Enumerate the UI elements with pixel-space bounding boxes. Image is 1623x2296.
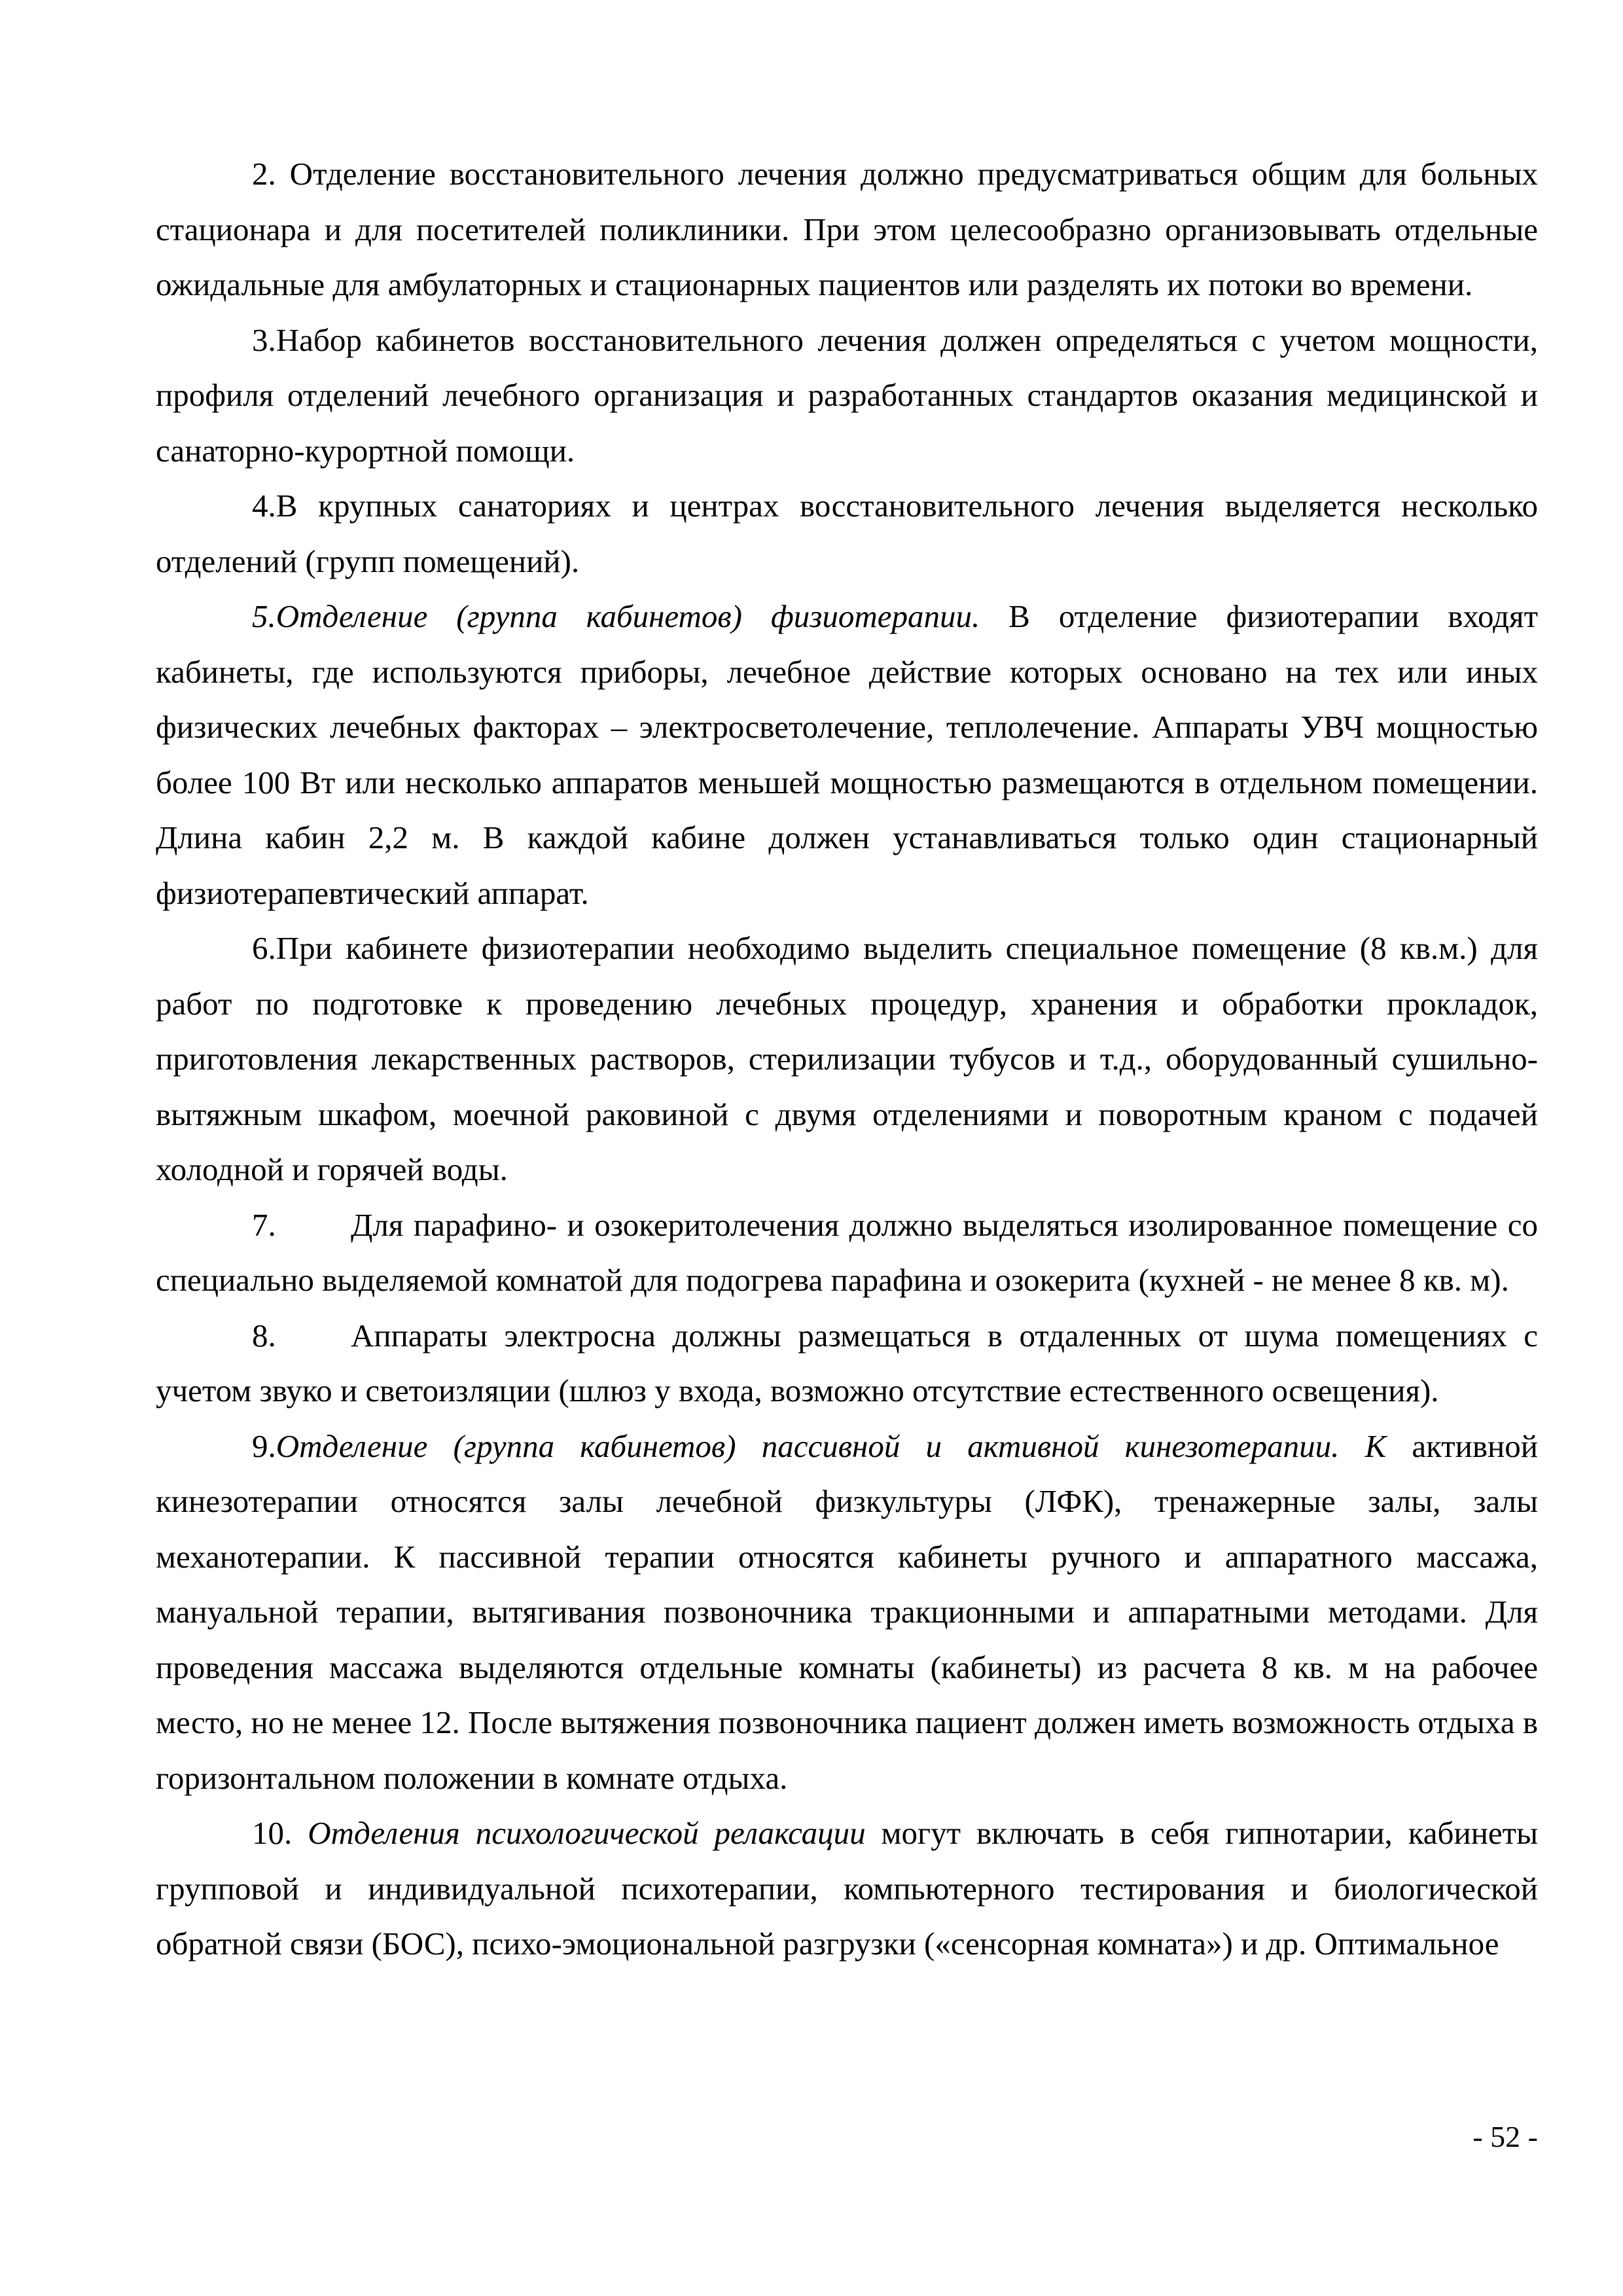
paragraph-8-text: Аппараты электросна должны размещаться в отдаленных от шума помещениях с учетом звуко и светоизляции (шлюз у входа, возможно отсутствие естественного освещения). — [156, 1317, 1538, 1408]
paragraph-9-heading: Отделение (группа кабинетов) пассивной и активной кинезотерапии. К — [276, 1427, 1387, 1464]
paragraph-6 — [156, 921, 1538, 1198]
paragraph-7 — [156, 1198, 1538, 1308]
paragraph-7-text: Для парафино- и озокеритолечения должно выделяться изолированное помещение со специально выделяемой комнатой для подогрева парафина и озокерита (кухней - не менее 8 кв. м). — [156, 1206, 1538, 1298]
paragraph-5 — [156, 589, 1538, 921]
paragraph-6-text: 6.При кабинете физиотерапии необходимо выделить специальное помещение (8 кв.м.) для работ по подготовке к проведению лечебных процедур, хранения и обработки прокладок, приготовления лекарственных растворов, стерилизации тубусов и т.д., оборудованный сушильно-вытяжным шкафом, моечной раковиной с двумя отделениями и поворотным краном с подачей холодной и горячей воды. — [156, 930, 1538, 1187]
paragraph-8 — [156, 1308, 1538, 1419]
paragraph-5-text: В отделение физиотерапии входят кабинеты, где используются приборы, лечебное действие которых основано на тех или иных физических лечебных факторах – электросветолечение, теплолечение. Аппараты УВЧ мощностью более 100 Вт или несколько аппаратов меньшей мощностью размещаются в отдельном помещении. Длина кабин 2,2 м. В каждой кабине должен устанавливаться только один стационарный физиотерапевтический аппарат. — [156, 598, 1538, 911]
paragraph-4-text: 4.В крупных санаториях и центрах восстановительного лечения выделяется несколько отделений (групп помещений). — [156, 488, 1538, 579]
paragraph-10 — [156, 1806, 1538, 1972]
paragraph-5-heading: 5.Отделение (группа кабинетов) физиотерапии. — [252, 598, 980, 634]
paragraph-10-heading: Отделения психологической релаксации — [308, 1815, 866, 1851]
paragraph-3 — [156, 313, 1538, 479]
paragraph-2 — [156, 147, 1538, 313]
paragraph-10-number: 10. — [252, 1815, 308, 1851]
paragraph-10-text: могут включать в себя гипнотарии, кабинеты групповой и индивидуальной психотерапии, компьютерного тестирования и биологической обратной связи (БОС), психо-эмоциональной разгрузки («сенсорная комната») и др. Оптимальное — [156, 1815, 1539, 1962]
paragraph-9 — [156, 1419, 1538, 1806]
page-body — [156, 147, 1538, 1972]
paragraph-9-number: 9. — [252, 1427, 276, 1464]
paragraph-3-text: 3.Набор кабинетов восстановительного лечения должен определяться с учетом мощности, профиля отделений лечебного организация и разработанных стандартов оказания медицинской и санаторно-курортной помощи. — [156, 321, 1538, 469]
paragraph-7-number: 7. — [252, 1206, 276, 1243]
paragraph-2-text: 2. Отделение восстановительного лечения должно предусматриваться общим для больных стационара и для посетителей поликлиники. При этом целесообразно организовывать отдельные ожидальные для амбулаторных и стационарных пациентов или разделять их потоки во времени. — [156, 156, 1538, 302]
page-number: - 52 - — [1472, 2120, 1538, 2153]
paragraph-9-text: активной кинезотерапии относятся залы лечебной физкультуры (ЛФК), тренажерные залы, залы механотерапии. К пассивной терапии относятся кабинеты ручного и аппаратного массажа, мануальной терапии, вытягивания позвоночника тракционными и аппаратными методами. Для проведения массажа выделяются отдельные комнаты (кабинеты) из расчета 8 кв. м на рабочее место, но не менее 12. После вытяжения позвоночника пациент должен иметь возможность отдыха в горизонтальном положении в комнате отдыха. — [156, 1427, 1538, 1796]
paragraph-4 — [156, 478, 1538, 589]
paragraph-8-number: 8. — [252, 1317, 276, 1354]
